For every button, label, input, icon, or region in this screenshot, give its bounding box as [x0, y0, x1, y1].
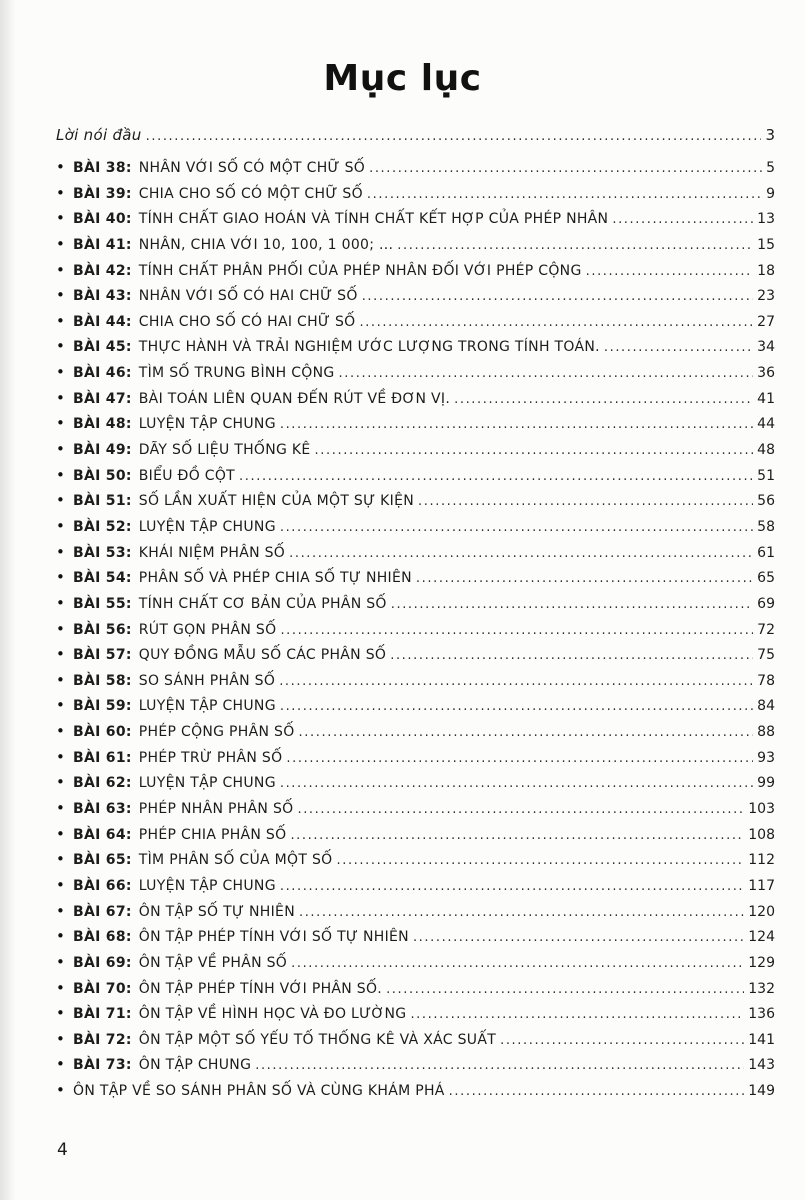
toc-entry-label: BÀI 57:: [73, 647, 132, 664]
toc-entry-label: BÀI 63:: [73, 801, 132, 818]
dot-leader: [449, 1083, 745, 1099]
toc-entry-title: SO SÁNH PHÂN SỐ: [138, 672, 276, 689]
toc-entry-page-number: 36: [757, 365, 775, 382]
toc-entry-label: BÀI 56:: [73, 621, 132, 638]
toc-entry-page-number: 9: [766, 185, 775, 202]
dot-leader: [336, 852, 744, 868]
toc-entry-title: LUYỆN TẬP CHUNG: [138, 775, 276, 792]
toc-entry-page-number: 65: [757, 570, 775, 587]
toc-entry-title: CHIA CHO SỐ CÓ MỘT CHỮ SỐ: [138, 185, 363, 202]
toc-entry-row: [56, 902, 775, 928]
bullet-icon: •: [56, 978, 65, 997]
toc-entry-title: TÍNH CHẤT PHÂN PHỐI CỦA PHÉP NHÂN ĐỐI VỚI PHÉP CỘNG: [138, 262, 582, 279]
toc-entry-page-number: 23: [757, 288, 775, 305]
dot-leader: [362, 288, 753, 304]
dot-leader: [289, 545, 753, 561]
toc-entry-page-number: 13: [757, 211, 775, 228]
toc-entry-row: [56, 1055, 775, 1081]
toc-entry-title: QUY ĐỒNG MẪU SỐ CÁC PHÂN SỐ: [138, 647, 387, 664]
toc-entry-label: BÀI 44:: [73, 313, 132, 330]
toc-entry-page-number: 58: [757, 518, 775, 535]
toc-entry-title: LUYỆN TẬP CHUNG: [138, 518, 276, 535]
bullet-icon: •: [56, 645, 65, 664]
bullet-icon: •: [56, 722, 65, 741]
toc-entry-page-number: 149: [748, 1083, 775, 1100]
toc-entry-label: BÀI 62:: [73, 775, 132, 792]
toc-entry-page-number: 72: [757, 621, 775, 638]
toc-entry-label: BÀI 53:: [73, 544, 132, 561]
toc-entry-title: TÌM PHÂN SỐ CỦA MỘT SỐ: [138, 852, 333, 869]
bullet-icon: •: [56, 337, 65, 356]
toc-entry-title: NHÂN VỚI SỐ CÓ HAI CHỮ SỐ: [138, 288, 358, 305]
bullet-icon: •: [56, 696, 65, 715]
toc-entry-title: THỰC HÀNH VÀ TRẢI NGHIỆM ƯỚC LƯỢNG TRONG TÍNH TOÁN.: [138, 339, 600, 356]
toc-entry-row: [56, 953, 775, 979]
toc-entry-row: [56, 773, 775, 799]
dot-leader: [286, 750, 753, 766]
dot-leader: [500, 1032, 744, 1048]
bullet-icon: •: [56, 1004, 65, 1023]
bullet-icon: •: [56, 927, 65, 946]
toc-entry-row: [56, 261, 775, 287]
toc-entry-page-number: 99: [757, 775, 775, 792]
bullet-icon: •: [56, 824, 65, 843]
dot-leader: [369, 160, 762, 176]
toc-entry-page-number: 56: [757, 493, 775, 510]
toc-entry-label: BÀI 43:: [73, 288, 132, 305]
dot-leader: [146, 126, 762, 144]
bullet-icon: •: [56, 901, 65, 920]
toc-entry-row: [56, 414, 775, 440]
bullet-icon: •: [56, 234, 65, 253]
toc-entry-label: BÀI 45:: [73, 339, 132, 356]
toc-entry-row: [56, 927, 775, 953]
toc-entry-page-number: 136: [748, 1006, 775, 1023]
toc-entry-label: BÀI 51:: [73, 493, 132, 510]
bullet-icon: •: [56, 773, 65, 792]
toc-entry-page-number: 41: [757, 390, 775, 407]
bullet-icon: •: [56, 440, 65, 459]
dot-leader: [280, 878, 744, 894]
dot-leader: [397, 237, 753, 253]
toc-entry-page-number: 117: [748, 877, 775, 894]
bullet-icon: •: [56, 1055, 65, 1074]
bullet-icon: •: [56, 799, 65, 818]
toc-entry-row: [56, 594, 775, 620]
dot-leader: [315, 442, 754, 458]
toc-entry-row: [56, 799, 775, 825]
toc-entry-label: BÀI 71:: [73, 1006, 132, 1023]
dot-leader: [359, 314, 753, 330]
toc-entry-row: [56, 876, 775, 902]
toc-entry-page-number: 120: [748, 903, 775, 920]
toc-entry-title: ÔN TẬP VỀ HÌNH HỌC VÀ ĐO LƯỜNG: [138, 1006, 407, 1023]
dot-leader: [280, 622, 753, 638]
toc-entry-row: [56, 440, 775, 466]
toc-entry-label: BÀI 70:: [73, 980, 132, 997]
dot-leader: [239, 468, 753, 484]
toc-entry-page-number: 61: [757, 544, 775, 561]
toc-entry-label: BÀI 39:: [73, 185, 132, 202]
toc-entry-title: NHÂN VỚI SỐ CÓ MỘT CHỮ SỐ: [138, 160, 366, 176]
dot-leader: [454, 391, 753, 407]
toc-entry-title: ÔN TẬP PHÉP TÍNH VỚI SỐ TỰ NHIÊN: [138, 929, 409, 946]
preface-label: Lời nói đầu: [56, 126, 142, 144]
dot-leader: [291, 955, 744, 971]
toc-entry-title: RÚT GỌN PHÂN SỐ: [138, 621, 277, 638]
dot-leader: [255, 1057, 744, 1073]
toc-entry-page-number: 132: [748, 980, 775, 997]
bullet-icon: •: [56, 850, 65, 869]
toc-entry-row: [56, 1030, 775, 1056]
toc-entry-label: BÀI 72:: [73, 1031, 132, 1048]
toc-entry-title: BIỂU ĐỒ CỘT: [138, 467, 236, 484]
toc-entry-label: BÀI 49:: [73, 442, 132, 459]
toc-entry-row: [56, 158, 775, 184]
dot-leader: [339, 365, 754, 381]
bullet-icon: •: [56, 491, 65, 510]
bullet-icon: •: [56, 670, 65, 689]
toc-entry-page-number: 69: [757, 595, 775, 612]
toc-entry-row: [56, 620, 775, 646]
toc-entry-row: [56, 825, 775, 851]
toc-entry-title: ÔN TẬP MỘT SỐ YẾU TỐ THỐNG KÊ VÀ XÁC SUẤT: [138, 1031, 497, 1048]
bullet-icon: •: [56, 363, 65, 382]
toc-entry-title: KHÁI NIỆM PHÂN SỐ: [138, 544, 286, 561]
toc-entry-page-number: 143: [748, 1057, 775, 1074]
bullet-icon: •: [56, 542, 65, 561]
toc-entry-title: PHÉP CỘNG PHÂN SỐ: [138, 724, 295, 741]
toc-entry-title: LUYỆN TẬP CHUNG: [138, 877, 276, 894]
preface-page-number: 3: [765, 126, 775, 144]
toc-entry-row: [56, 722, 775, 748]
toc-entry-page-number: 108: [748, 826, 775, 843]
bullet-icon: •: [56, 619, 65, 638]
toc-entry-row: [56, 312, 775, 338]
bullet-icon: •: [56, 286, 65, 305]
toc-entry-label: BÀI 68:: [73, 929, 132, 946]
toc-entry-title: BÀI TOÁN LIÊN QUAN ĐẾN RÚT VỀ ĐƠN VỊ.: [138, 390, 451, 407]
toc-entry-title: PHÉP TRỪ PHÂN SỐ: [138, 749, 283, 766]
toc-entry-page-number: 5: [766, 160, 775, 176]
dot-leader: [418, 493, 753, 509]
toc-entry-title: TÌM SỐ TRUNG BÌNH CỘNG: [138, 365, 335, 382]
bullet-icon: •: [56, 747, 65, 766]
toc-entry-label: BÀI 58:: [73, 672, 132, 689]
toc-entry-label: BÀI 65:: [73, 852, 132, 869]
toc-entry-title: ÔN TẬP CHUNG: [138, 1057, 252, 1074]
toc-entry-title: ÔN TẬP PHÉP TÍNH VỚI PHÂN SỐ.: [138, 980, 383, 997]
dot-leader: [299, 724, 754, 740]
dot-leader: [280, 775, 753, 791]
bullet-icon: •: [56, 388, 65, 407]
dot-leader: [612, 211, 753, 227]
toc-entry-title: TÍNH CHẤT CƠ BẢN CỦA PHÂN SỐ: [138, 595, 387, 612]
toc-entry-title: LUYỆN TẬP CHUNG: [138, 698, 276, 715]
toc-entry-label: BÀI 47:: [73, 390, 132, 407]
toc-entry-title: PHÂN SỐ VÀ PHÉP CHIA SỐ TỰ NHIÊN: [138, 570, 412, 587]
toc-entry-row: [56, 337, 775, 363]
dot-leader: [290, 827, 744, 843]
toc-entry-label: BÀI 52:: [73, 518, 132, 535]
toc-entry-page-number: 75: [757, 647, 775, 664]
toc-entry-label: BÀI 69:: [73, 954, 132, 971]
dot-leader: [367, 186, 762, 202]
toc-entry-row: [56, 543, 775, 569]
toc-entry-row: [56, 696, 775, 722]
bullet-icon: •: [56, 183, 65, 202]
toc-entry-page-number: 112: [748, 852, 775, 869]
toc-entry-row: [56, 184, 775, 210]
toc-entry-label: BÀI 67:: [73, 903, 132, 920]
toc-entry-page-number: 88: [757, 724, 775, 741]
toc-entry-page-number: 51: [757, 467, 775, 484]
toc-entry-page-number: 27: [757, 313, 775, 330]
dot-leader: [280, 519, 753, 535]
toc-entry-label: BÀI 61:: [73, 749, 132, 766]
dot-leader: [604, 339, 753, 355]
bullet-icon: •: [56, 158, 65, 176]
toc-entry-row: [56, 286, 775, 312]
toc-entry-page-number: 34: [757, 339, 775, 356]
toc-entry-title: PHÉP CHIA PHÂN SỐ: [138, 826, 287, 843]
dot-leader: [413, 929, 744, 945]
toc-entry-title: PHÉP NHÂN PHÂN SỐ: [138, 801, 294, 818]
bullet-icon: •: [56, 465, 65, 484]
bullet-icon: •: [56, 593, 65, 612]
bullet-icon: •: [56, 260, 65, 279]
toc-entry-title: NHÂN, CHIA VỚI 10, 100, 1 000; ...: [138, 236, 394, 253]
toc-preface-row: [56, 126, 775, 153]
toc-entry-page-number: 44: [757, 416, 775, 433]
dot-leader: [280, 698, 753, 714]
toc-entry-title: TÍNH CHẤT GIAO HOÁN VÀ TÍNH CHẤT KẾT HỢP CỦA PHÉP NHÂN: [138, 211, 609, 228]
toc-entry-page-number: 48: [757, 442, 775, 459]
toc-entry-title: ÔN TẬP SỐ TỰ NHIÊN: [138, 903, 295, 920]
bullet-icon: •: [56, 414, 65, 433]
dot-leader: [391, 596, 753, 612]
page-number: 4: [57, 1140, 68, 1160]
toc-entry-label: BÀI 48:: [73, 416, 132, 433]
toc-entry-label: BÀI 46:: [73, 365, 132, 382]
toc-entry-row: [56, 671, 775, 697]
toc-entry-row: [56, 568, 775, 594]
toc-entry-row: [56, 235, 775, 261]
bullet-icon: •: [56, 516, 65, 535]
dot-leader: [299, 904, 744, 920]
toc-entry-label: BÀI 54:: [73, 570, 132, 587]
toc-entry-title: SỐ LẦN XUẤT HIỆN CỦA MỘT SỰ KIỆN: [138, 493, 415, 510]
toc-entry-row: [56, 748, 775, 774]
toc-entry-page-number: 103: [748, 801, 775, 818]
toc-entry-page-number: 15: [757, 236, 775, 253]
toc-list: [0, 99, 805, 1107]
toc-entry-title: CHIA CHO SỐ CÓ HAI CHỮ SỐ: [138, 313, 356, 330]
bullet-icon: •: [56, 1029, 65, 1048]
dot-leader: [280, 416, 753, 432]
bullet-icon: •: [56, 952, 65, 971]
toc-entry-row: [56, 1004, 775, 1030]
toc-entry-page-number: 84: [757, 698, 775, 715]
toc-entry-label: BÀI 50:: [73, 467, 132, 484]
toc-entry-row: [56, 979, 775, 1005]
dot-leader: [410, 1006, 744, 1022]
toc-entry-label: BÀI 41:: [73, 236, 132, 253]
toc-entry-label: BÀI 64:: [73, 826, 132, 843]
toc-entry-row: [56, 645, 775, 671]
toc-entry-label: BÀI 42:: [73, 262, 132, 279]
toc-entry-row: [56, 389, 775, 415]
bullet-icon: •: [56, 875, 65, 894]
toc-entry-label: BÀI 66:: [73, 877, 132, 894]
page-title: Mục lục: [323, 58, 482, 99]
dot-leader: [416, 570, 753, 586]
toc-entry-page-number: 18: [757, 262, 775, 279]
toc-entry-row: [56, 209, 775, 235]
toc-entry-page-number: 93: [757, 749, 775, 766]
toc-entry-page-number: 129: [748, 954, 775, 971]
toc-entry-label: BÀI 73:: [73, 1057, 132, 1074]
dot-leader: [297, 801, 744, 817]
bullet-icon: •: [56, 568, 65, 587]
toc-entry-row: [56, 850, 775, 876]
dot-leader: [386, 981, 744, 997]
toc-entry-title: ÔN TẬP VỀ SO SÁNH PHÂN SỐ VÀ CÙNG KHÁM PHÁ: [73, 1083, 445, 1100]
toc-entry-label: BÀI 38:: [73, 160, 132, 176]
toc-entry-label: BÀI 59:: [73, 698, 132, 715]
toc-entry-label: BÀI 40:: [73, 211, 132, 228]
toc-entry-title: DÃY SỐ LIỆU THỐNG KÊ: [138, 442, 311, 459]
toc-entry-page-number: 124: [748, 929, 775, 946]
toc-entry-row: [56, 517, 775, 543]
toc-entry-page-number: 141: [748, 1031, 775, 1048]
toc-entry-title: ÔN TẬP VỀ PHÂN SỐ: [138, 954, 288, 971]
toc-entry-row: [56, 466, 775, 492]
toc-entry-row: [56, 363, 775, 389]
bullet-icon: •: [56, 209, 65, 228]
toc-entry-row: [56, 491, 775, 517]
toc-entry-row: [56, 1081, 775, 1107]
bullet-icon: •: [56, 311, 65, 330]
toc-entry-page-number: 78: [757, 672, 775, 689]
dot-leader: [586, 263, 754, 279]
bullet-icon: •: [56, 1081, 65, 1100]
toc-entry-label: BÀI 55:: [73, 595, 132, 612]
toc-entry-title: LUYỆN TẬP CHUNG: [138, 416, 276, 433]
dot-leader: [390, 647, 753, 663]
toc-entry-label: BÀI 60:: [73, 724, 132, 741]
dot-leader: [279, 673, 753, 689]
